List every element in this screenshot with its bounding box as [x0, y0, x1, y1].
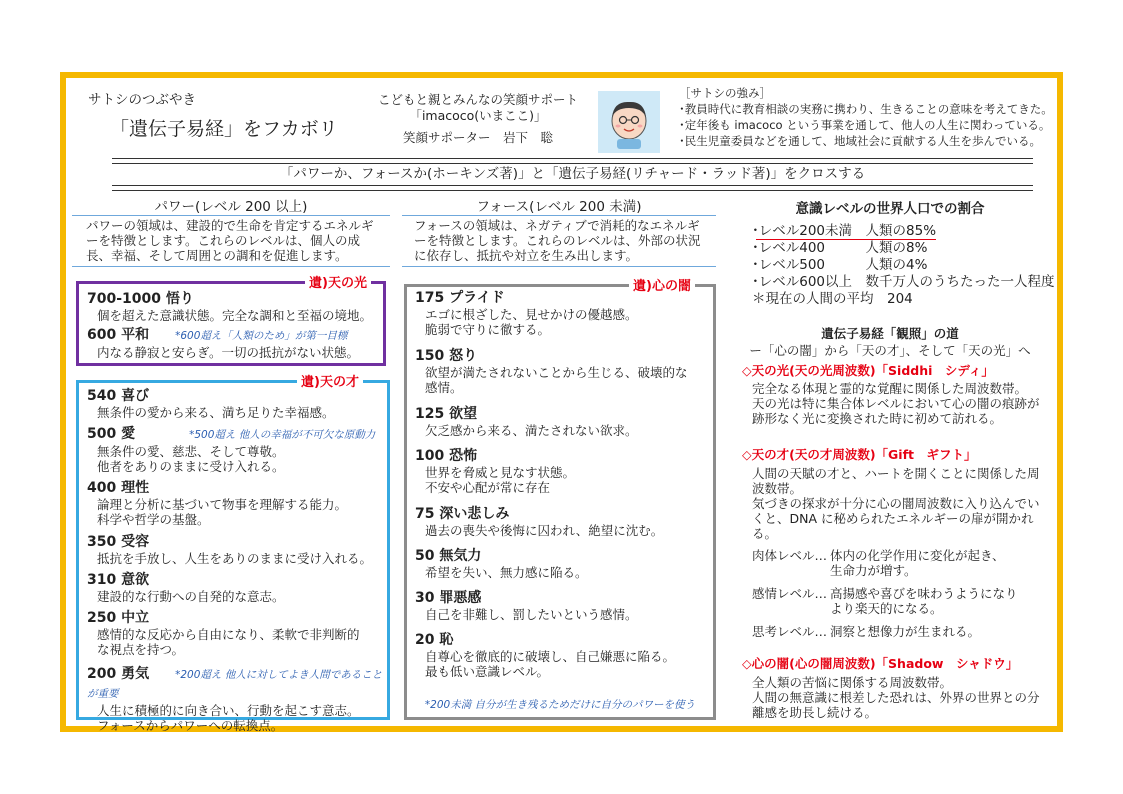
emotion-level-label: 感情レベル…: [752, 586, 828, 601]
level-desc: エゴに根ざした、見せかけの優越感。 脆弱で守りに徹する。: [425, 307, 638, 337]
level-label: 700-1000 悟り: [87, 291, 194, 307]
light-box: [76, 276, 386, 366]
mind-level-label: 思考レベル…: [752, 624, 828, 639]
level-label: 150 怒り: [415, 348, 478, 364]
org-line-3: 笑顔サポーター 岩下 聡: [402, 130, 553, 145]
level-label: 75 深い悲しみ: [415, 506, 510, 522]
way-subheading: ー「心の闇」から「天の才」、そして「天の光」へ: [749, 343, 1031, 358]
force-heading-rule: [402, 215, 716, 216]
population-row: ･レベル400 人類の8%: [752, 240, 928, 256]
body-level-text: 体内の化学作用に変化が起き、 生命力が増す。: [830, 548, 1005, 578]
population-heading: 意識レベルの世界人口での割合: [795, 201, 985, 217]
level-label: 20 恥: [415, 632, 454, 648]
level-label: 100 恐怖: [415, 448, 478, 464]
level-label: 400 理性: [87, 480, 150, 496]
power-heading-rule: [72, 215, 390, 216]
emotion-level-text: 高揚感や喜びを味わうようになり より楽天的になる。: [830, 586, 1018, 616]
level-note: *500超え 他人の幸福が不可欠な原動力: [189, 429, 376, 441]
level-label: 310 意欲: [87, 572, 150, 588]
body-level-label: 肉体レベル…: [752, 548, 828, 563]
mind-level-text: 洞察と想像力が生まれる。: [830, 624, 981, 639]
power-heading: パワー(レベル 200 以上): [154, 199, 308, 215]
level-desc: 無条件の愛、慈悲、そして尊敬。 他者をありのままに受け入れる。: [97, 444, 285, 474]
level-desc: 欲望が満たされないことから生じる、破壊的な 感情。: [425, 365, 688, 395]
level-desc: 欠乏感から来る、満たされない欲求。: [425, 423, 638, 438]
level-desc: 論理と分析に基づいて物事を理解する能力。 科学や哲学の基盤。: [97, 497, 348, 527]
light-tag: 遺)天の光: [305, 272, 371, 291]
strengths-title: ［サトシの強み］: [679, 86, 771, 100]
level-desc: 感情的な反応から自由になり、柔軟で非判断的 な視点を持つ。: [97, 627, 360, 657]
population-row: ･レベル500 人類の4%: [752, 257, 928, 273]
level-label: 200 勇気 *200超え 他人に対してよき人間であることが重要: [87, 666, 383, 700]
siddhi-title: ◇天の光(天の光周波数)「Siddhi シディ」: [742, 363, 994, 378]
gift-title: ◇天の才(天の才周波数)「Gift ギフト」: [742, 447, 977, 462]
tweet-label: サトシのつぶやき: [88, 92, 196, 108]
divider-top: [112, 158, 1033, 164]
level-desc: 希望を失い、無力感に陥る。: [425, 565, 588, 580]
level-desc: 個を超えた意識状態。完全な調和と至福の境地。: [97, 308, 373, 323]
power-intro: パワーの領域は、建設的で生命を肯定するエネルギーを特徴とします。これらのレベルは、個人の成長、幸福、そして周囲との調和を促進します。: [86, 218, 374, 263]
level-label: 175 プライド: [415, 290, 505, 306]
level-label: 600 平和 *600超え「人類のため」が第一目標: [87, 327, 348, 343]
level-desc: 人生に積極的に向き合い、行動を起こす意志。 フォースからパワーへの転換点。: [97, 703, 360, 733]
strength-item: ･民生児童委員などを通して、地域社会に貢献する人生を歩んでいる。: [679, 134, 1042, 148]
subtitle: 「パワーか、フォースか(ホーキンズ著)」と「遺伝子易経(リチャード・ラッド著)」をクロスする: [279, 166, 866, 182]
avatar-illustration: [598, 91, 660, 153]
population-row: ･レベル600以上 数千万人のうちたった一人程度: [752, 274, 1055, 290]
talent-box: [76, 375, 390, 733]
divider-bottom: [112, 185, 1033, 191]
org-line-1: こどもと親とみんなの笑顔サポート: [377, 92, 578, 107]
shadow-text: 全人類の苦悩に関係する周波数帯。 人間の無意識に根差した恐れは、外界の世界との分離感を助長し続ける。: [752, 675, 1040, 720]
level-label: 125 欲望: [415, 406, 478, 422]
level-label: 350 受容: [87, 534, 150, 550]
level-desc: 建設的な行動への自発的な意志。: [97, 589, 285, 604]
level-note: *200超え 他人に対してよき人間であることが重要: [87, 669, 383, 700]
level-desc: 過去の喪失や後悔に囚われ、絶望に沈む。: [425, 523, 664, 538]
avatar: [598, 91, 660, 153]
level-note: *600超え「人類のため」が第一目標: [175, 330, 348, 342]
shadow-box: [404, 279, 716, 720]
level-desc: 無条件の愛から来る、満ち足りた幸福感。: [97, 405, 335, 420]
force-intro-rule: [402, 266, 716, 267]
level-label: 540 喜び: [87, 388, 150, 404]
level-label: 50 無気力: [415, 548, 482, 564]
force-note: *200未満 自分が生き残るためだけに自分のパワーを使う: [424, 699, 696, 711]
level-desc: 自尊心を徹底的に破壊し、自己嫌悪に陥る。 最も低い意識レベル。: [425, 649, 676, 679]
population-row: ･レベル200未満 人類の85%: [752, 223, 937, 239]
shadow-title: ◇心の闇(心の闇周波数)「Shadow シャドウ」: [742, 656, 1019, 671]
org-line-2: 「imacoco(いまここ)」: [409, 108, 547, 123]
way-heading: 遺伝子易経「観照」の道: [821, 326, 959, 341]
level-label: 500 愛 *500超え 他人の幸福が不可欠な原動力: [87, 426, 376, 442]
strength-item: ･教員時代に教育相談の実務に携わり、生きることの意味を考えてきた。: [679, 102, 1053, 116]
force-heading: フォース(レベル 200 未満): [476, 199, 642, 215]
strength-item: ･定年後も imacoco という事業を通して、他人の人生に関わっている。: [679, 118, 1051, 132]
force-intro: フォースの領域は、ネガティブで消耗的なエネルギーを特徴とします。これらのレベルは、外部の状況に依存し、抵抗や対立を生み出します。: [414, 218, 701, 263]
gift-text: 人間の天賦の才と、ハートを開くことに関係した周波数帯。 気づきの探求が十分に心の闇周波数に入り込んでいくと、DNA に秘められたエネルギーの扉が開かれる。: [752, 466, 1040, 541]
level-label: 30 罪悪感: [415, 590, 482, 606]
talent-tag: 遺)天の才: [297, 371, 363, 390]
level-desc: 抵抗を手放し、人生をありのままに受け入れる。: [97, 551, 373, 566]
level-label: 250 中立: [87, 610, 150, 626]
level-desc: 世界を脅威と見なす状態。 不安や心配が常に存在: [425, 465, 576, 495]
page-title: 「遺伝子易経」をフカボリ: [110, 118, 338, 140]
population-current: ＊現在の人間の平均 204: [752, 291, 913, 307]
power-intro-rule: [72, 266, 390, 267]
siddhi-text: 完全なる体現と霊的な覚醒に関係した周波数帯。 天の光は特に集合体レベルにおいて心の闇の痕跡が跡形なく光に変換された時に初めて訪れる。: [752, 381, 1040, 426]
level-desc: 自己を非難し、罰したいという感情。: [425, 607, 638, 622]
level-desc: 内なる静寂と安らぎ。一切の抵抗がない状態。: [97, 345, 360, 360]
shadow-tag: 遺)心の闇: [629, 275, 695, 294]
